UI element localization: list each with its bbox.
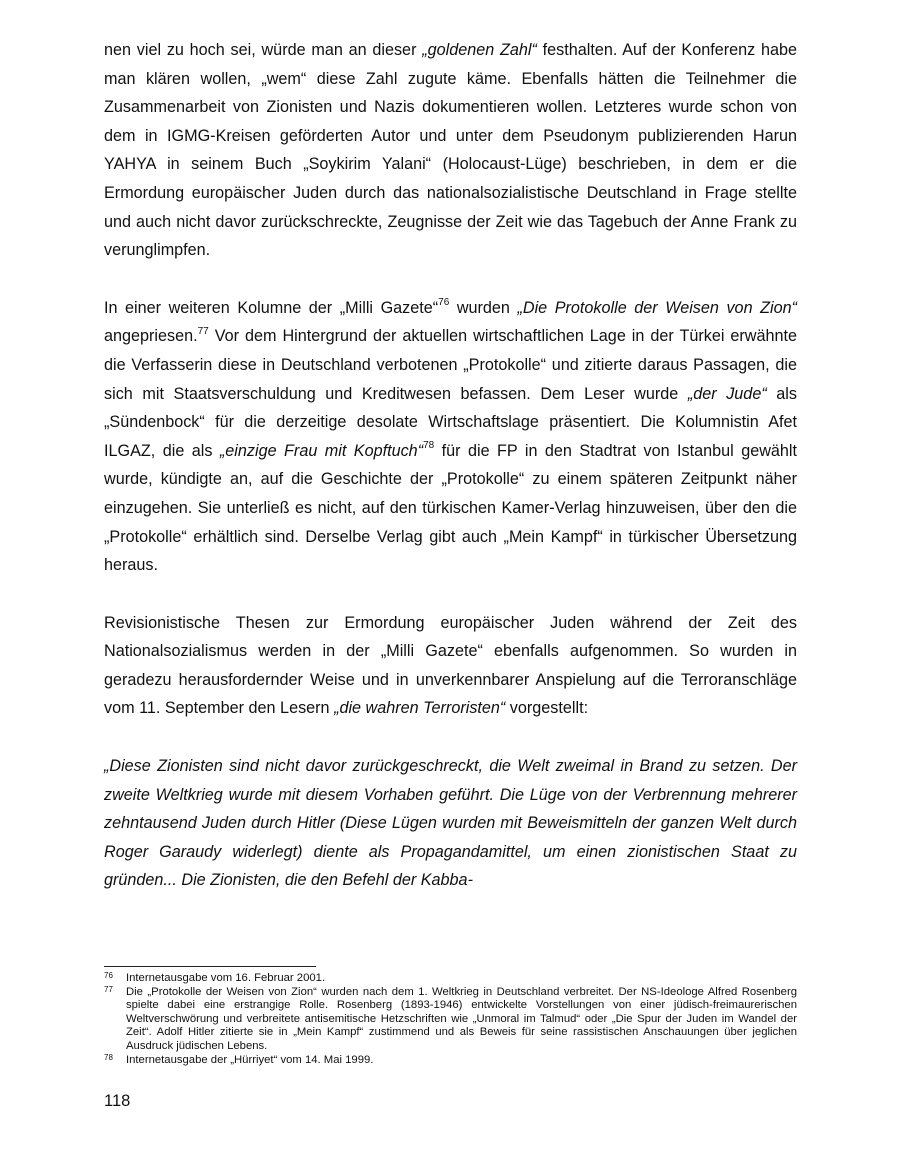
footnote-77	[104, 986, 797, 1054]
p2-italic-kopftuch: „einzige Frau mit Kopftuch“	[219, 441, 424, 460]
footnote-text: Die „Protokolle der Weisen von Zion“ wurden nach dem 1. Weltkrieg in Deutschland verbreitet. Der NS-Ideologe Alfred Rosenberg spielte dabei eine erstrangige Rolle. Rosenberg (1893-1946) entwickelte Vorstellungen von einer jüdisch-freimaurerischen Weltverschwörung und verbreitete antisemitische Hetzschriften wie „Unmoral im Talmud“ oder „Die Spur der Juden im Wandel der Zeit“. Adolf Hitler zitierte sie in „Mein Kampf“ zustimmend und als Beweis für seine rassistischen Anschauungen über jeglichen Ausdruck jüdischen Lebens.	[126, 985, 797, 1052]
paragraph-2	[104, 294, 797, 580]
footnote-ref-77: 77	[197, 325, 209, 337]
p2-text-e: als „Sündenbock“ für die derzeitige desolate Wirtschaftslage präsentiert. Die Kolumnistin Afet ILGAZ, die als	[104, 384, 797, 460]
p2-italic-der-jude: „der Jude“	[687, 384, 767, 403]
footnotes	[104, 972, 797, 1067]
p2-italic-protokolle: „Die Protokolle der Weisen von Zion“	[517, 298, 798, 317]
page-number: 118	[104, 1092, 131, 1110]
p2-text-c: angepriesen.	[104, 327, 198, 346]
p2-text-d: Vor dem Hintergrund der aktuellen wirtschaftlichen Lage in der Türkei erwähnte die Verfasserin diese in Deutschland verbotenen „Protokolle“ und zitierte daraus Passagen, die sich mit Staatsverschuldung und Kreditwesen befassen. Dem Leser wurde	[104, 327, 797, 403]
p2-text-b: wurden	[449, 298, 518, 317]
p1-text-b: festhalten. Auf der Konferenz habe man klären wollen, „wem“ diese Zahl zugute käme. Ebenfalls hätten die Teilnehmer die Zusammenarbeit von Zionisten und Nazis dokumentieren wollen. Letzteres wurde schon von dem in IGMG-Kreisen geförderten Autor und unter dem Pseudonym publizierenden Harun YAHYA in seinem Buch „Soykirim Yalani“ (Holocaust-Lüge) beschrieben, in dem er die Ermordung europäischer Juden durch das nationalsozialistische Deutschland in Frage stellte und auch nicht davor zurückschreckte, Zeugnisse der Zeit wie das Tagebuch der Anne Frank zu verunglimpfen.	[104, 41, 797, 260]
p3-text-b: vorgestellt:	[505, 699, 589, 718]
p3-italic-terroristen: „die wahren Terroristen“	[334, 699, 506, 718]
footnote-text: Internetausgabe der „Hürriyet“ vom 14. Mai 1999.	[126, 1053, 374, 1066]
footnote-ref-76: 76	[438, 297, 450, 309]
p1-italic-goldene-zahl: „goldenen Zahl“	[422, 41, 537, 59]
page-body	[104, 36, 797, 895]
footnote-ref-78: 78	[423, 440, 435, 452]
footnote-number: 77	[104, 984, 113, 994]
footnote-number: 76	[104, 971, 113, 980]
footnote-number: 78	[104, 1052, 113, 1062]
paragraph-3	[104, 609, 797, 723]
paragraph-1	[104, 36, 797, 265]
footnote-76	[104, 972, 797, 986]
p2-text-a: In einer weiteren Kolumne der „Milli Gazete“	[104, 298, 439, 317]
footnote-separator	[104, 966, 316, 967]
block-quote: „Diese Zionisten sind nicht davor zurückgeschreckt, die Welt zweimal in Brand zu setzen. Der zweite Weltkrieg wurde mit diesem Vorhaben geführt. Die Lüge von der Verbrennung mehrerer zehntausend Juden durch Hitler (Diese Lügen wurden mit Beweismitteln der ganzen Welt durch Roger Garaudy widerlegt) diente als Propagandamittel, um einen zionistischen Staat zu gründen... Die Zionisten, die den Befehl der Kabba-	[104, 757, 797, 890]
p2-text-f: für die FP in den Stadtrat von Istanbul gewählt wurde, kündigte an, auf die Geschichte der „Protokolle“ zu einem späteren Zeitpunkt näher einzugehen. Sie unterließ es nicht, auf den türkischen Kamer-Verlag hinzuweisen, über den die „Protokolle“ erhältlich sind. Derselbe Verlag gibt auch „Mein Kampf“ in türkischer Übersetzung heraus.	[104, 441, 797, 575]
footnote-78	[104, 1054, 797, 1068]
footnote-text: Internetausgabe vom 16. Februar 2001.	[126, 972, 326, 984]
p3-text-a: Revisionistische Thesen zur Ermordung europäischer Juden während der Zeit des Nationalsozialismus werden in der „Milli Gazete“ ebenfalls aufgenommen. So wurden in geradezu herausfordernder Weise und in unverkennbarer Anspielung auf die Terroranschläge vom 11. September den Lesern	[104, 613, 797, 718]
p1-text-a: nen viel zu hoch sei, würde man an dieser	[104, 41, 423, 59]
